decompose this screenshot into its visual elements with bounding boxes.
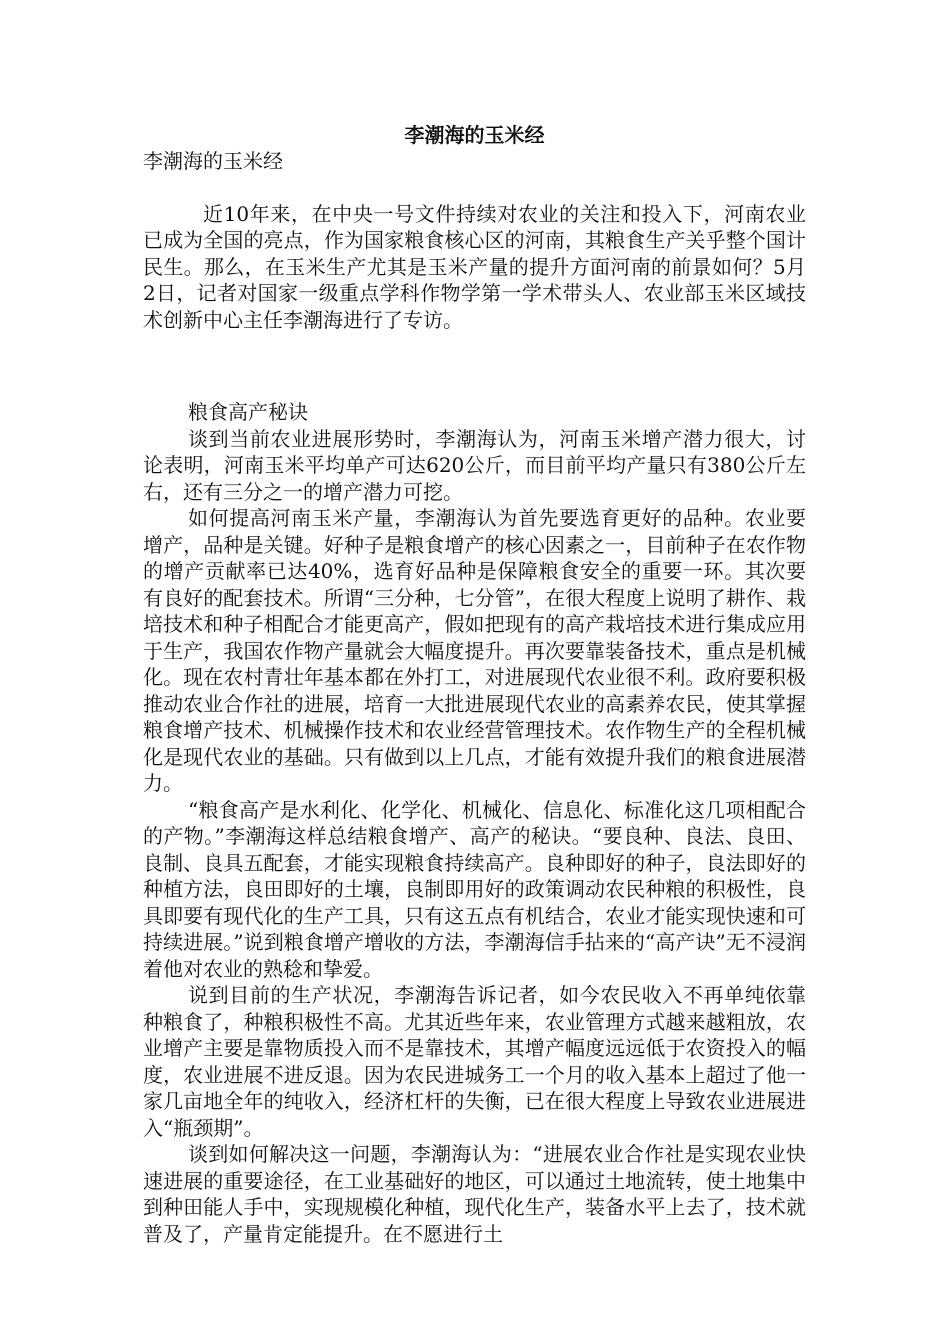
- body-paragraph: 如何提高河南玉米产量，李潮海认为首先要选育更好的品种。农业要增产，品种是关键。好种子是粮食增产的核心因素之一，目前种子在农作物的增产贡献率已达40%，选育好品种是保障粮食安全的重要一环。其次要有良好的配套技术。所谓“三分种，七分管”，在很大程度上说明了耕作、栽培技术和种子相配合才能更高产，假如把现有的高产栽培技术进行集成应用于生产，我国农作物产量就会大幅度提升。再次要靠装备技术，重点是机械化。现在农村青壮年基本都在外打工，对进展现代农业很不利。政府要积极推动农业合作社的进展，培育一大批进展现代农业的高素养农民，使其掌握粮食增产技术、机械操作技术和农业经营管理技术。农作物生产的全程机械化是现代农业的基础。只有做到以上几点，才能有效提升我们的粮食进展潜力。: [143, 506, 806, 795]
- body-paragraph: 说到目前的生产状况，李潮海告诉记者，如今农民收入不再单纯依靠种粮食了，种粮积极性不高。尤其近些年来，农业管理方式越来越粗放，农业增产主要是靠物质投入而不是靠技术，其增产幅度远远低于农资投入的幅度，农业进展不进反退。因为农民进城务工一个月的收入基本上超过了他一家几亩地全年的纯收入，经济杠杆的失衡，已在很大程度上导致农业进展进入“瓶颈期”。: [143, 983, 806, 1140]
- document-subtitle: 李潮海的玉米经: [143, 149, 283, 173]
- intro-paragraph: 近10年来，在中央一号文件持续对农业的关注和投入下，河南农业已成为全国的亮点，作为国家粮食核心区的河南，其粮食生产关乎整个国计民生。那么，在玉米生产尤其是玉米产量的提升方面河南的前景如何？5月2日，记者对国家一级重点学科作物学第一学术带头人、农业部玉米区域技术创新中心主任李潮海进行了专访。: [143, 201, 806, 332]
- document-title: 李潮海的玉米经: [404, 123, 545, 147]
- section-heading: 粮食高产秘诀: [188, 400, 308, 424]
- body-paragraph: “粮食高产是水利化、化学化、机械化、信息化、标准化这几项相配合的产物。”李潮海这样总结粮食增产、高产的秘诀。“要良种、良法、良田、良制、良具五配套，才能实现粮食持续高产。良种即好的种子，良法即好的种植方法，良田即好的土壤，良制即用好的政策调动农民种粮的积极性，良具即要有现代化的生产工具，只有这五点有机结合，农业才能实现快速和可持续进展。”说到粮食增产增收的方法，李潮海信手拈来的“高产诀”无不浸润着他对农业的熟稔和挚爱。: [143, 797, 806, 981]
- document-page: [143, 122, 806, 1247]
- body-paragraph: 谈到如何解决这一问题，李潮海认为：“进展农业合作社是实现农业快速进展的重要途径，在工业基础好的地区，可以通过土地流转，使土地集中到种田能人手中，实现规模化种植，现代化生产，装备水平上去了，技术就普及了，产量肯定能提升。在不愿进行土: [143, 1142, 806, 1246]
- body-paragraph: 谈到当前农业进展形势时，李潮海认为，河南玉米增产潜力很大，讨论表明，河南玉米平均单产可达620公斤，而目前平均产量只有380公斤左右，还有三分之一的增产潜力可挖。: [143, 426, 806, 504]
